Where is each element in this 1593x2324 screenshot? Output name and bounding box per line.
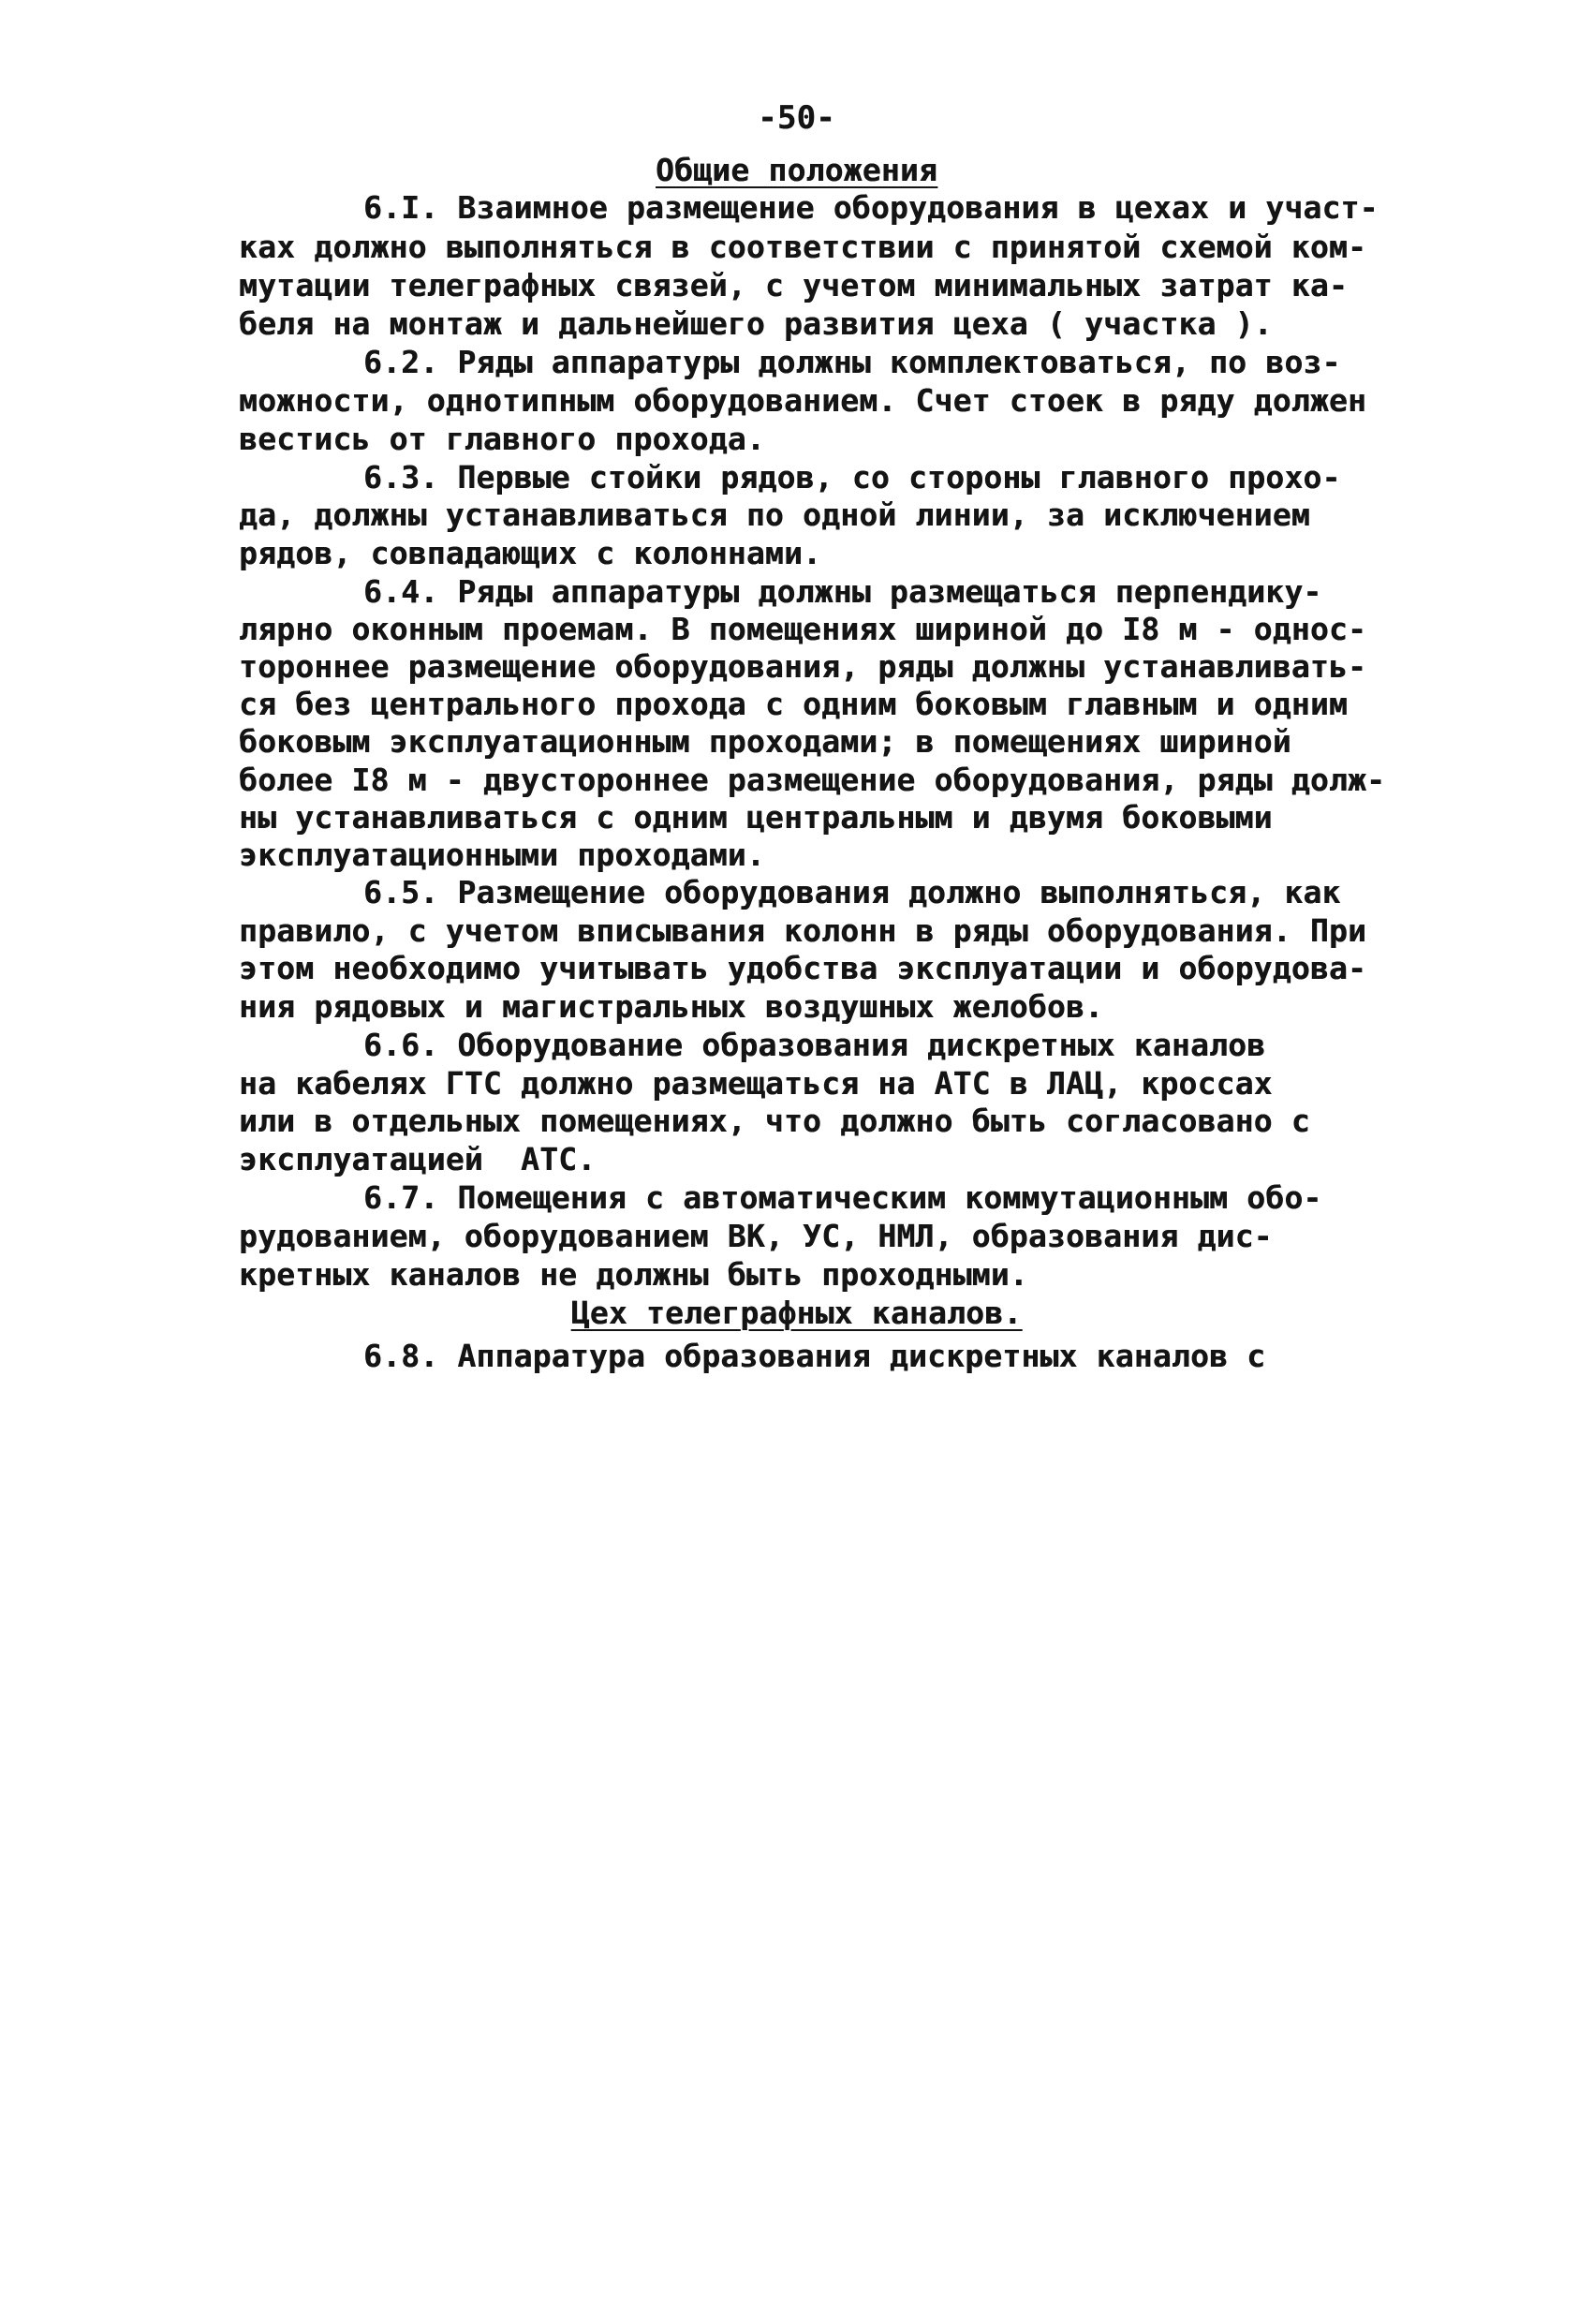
text-line: 6.3. Первые стойки рядов, со стороны главного прохо- <box>363 459 1341 496</box>
text-line: лярно оконным проемам. В помещениях шириной до I8 м - однос- <box>239 611 1367 647</box>
text-line: беля на монтаж и дальнейшего развития цеха ( участка ). <box>239 305 1273 342</box>
text-line: ны устанавливаться с одним центральным и двумя боковыми <box>239 799 1273 836</box>
text-line: этом необходимо учитывать удобства эксплуатации и оборудова- <box>239 950 1367 986</box>
text-line: 6.6. Оборудование образования дискретных каналов <box>363 1027 1266 1063</box>
text-line: мутации телеграфных связей, с учетом минимальных затрат ка- <box>239 267 1348 303</box>
text-line: ках должно выполняться в соответствии с принятой схемой ком- <box>239 229 1367 265</box>
text-line: 6.5. Размещение оборудования должно выполняться, как <box>363 874 1341 910</box>
text-line: да, должны устанавливаться по одной линии, за исключением <box>239 496 1310 533</box>
page-number: -50- <box>758 99 835 137</box>
text-line: на кабелях ГТС должно размещаться на АТС в ЛАЦ, кроссах <box>239 1065 1273 1102</box>
text-line: кретных каналов не должны быть проходными. <box>239 1256 1028 1293</box>
text-line: боковым эксплуатационным проходами; в помещениях шириной <box>239 723 1291 760</box>
heading-telegraph-channels-shop: Цех телеграфных каналов. <box>570 1295 1023 1331</box>
heading-general-provisions: Общие положения <box>655 152 937 188</box>
text-line: или в отдельных помещениях, что должно быть согласовано с <box>239 1103 1310 1139</box>
text-line: рудованием, оборудованием ВК, УС, НМЛ, образования дис- <box>239 1218 1273 1254</box>
text-line: 6.I. Взаимное размещение оборудования в цехах и участ- <box>363 189 1379 226</box>
text-line: 6.7. Помещения с автоматическим коммутационным обо- <box>363 1179 1322 1216</box>
text-line: 6.2. Ряды аппаратуры должны комплектоваться, по воз- <box>363 344 1341 380</box>
text-line: более I8 м - двустороннее размещение оборудования, ряды долж- <box>239 762 1386 798</box>
text-line: тороннее размещение оборудования, ряды должны устанавливать- <box>239 648 1367 685</box>
text-line: правило, с учетом вписывания колонн в ряды оборудования. При <box>239 912 1367 949</box>
text-line: эксплуатацией АТС. <box>239 1141 597 1177</box>
text-line: ся без центрального прохода с одним боковым главным и одним <box>239 686 1348 722</box>
text-line: рядов, совпадающих с колоннами. <box>239 535 822 571</box>
text-line: 6.4. Ряды аппаратуры должны размещаться перпендику- <box>363 573 1322 610</box>
text-line: эксплуатационными проходами. <box>239 836 765 873</box>
text-line: можности, однотипным оборудованием. Счет стоек в ряду должен <box>239 382 1367 419</box>
text-line: вестись от главного прохода. <box>239 421 765 457</box>
text-line: 6.8. Аппаратура образования дискретных каналов с <box>363 1338 1266 1374</box>
text-line: ния рядовых и магистральных воздушных желобов. <box>239 988 1104 1025</box>
